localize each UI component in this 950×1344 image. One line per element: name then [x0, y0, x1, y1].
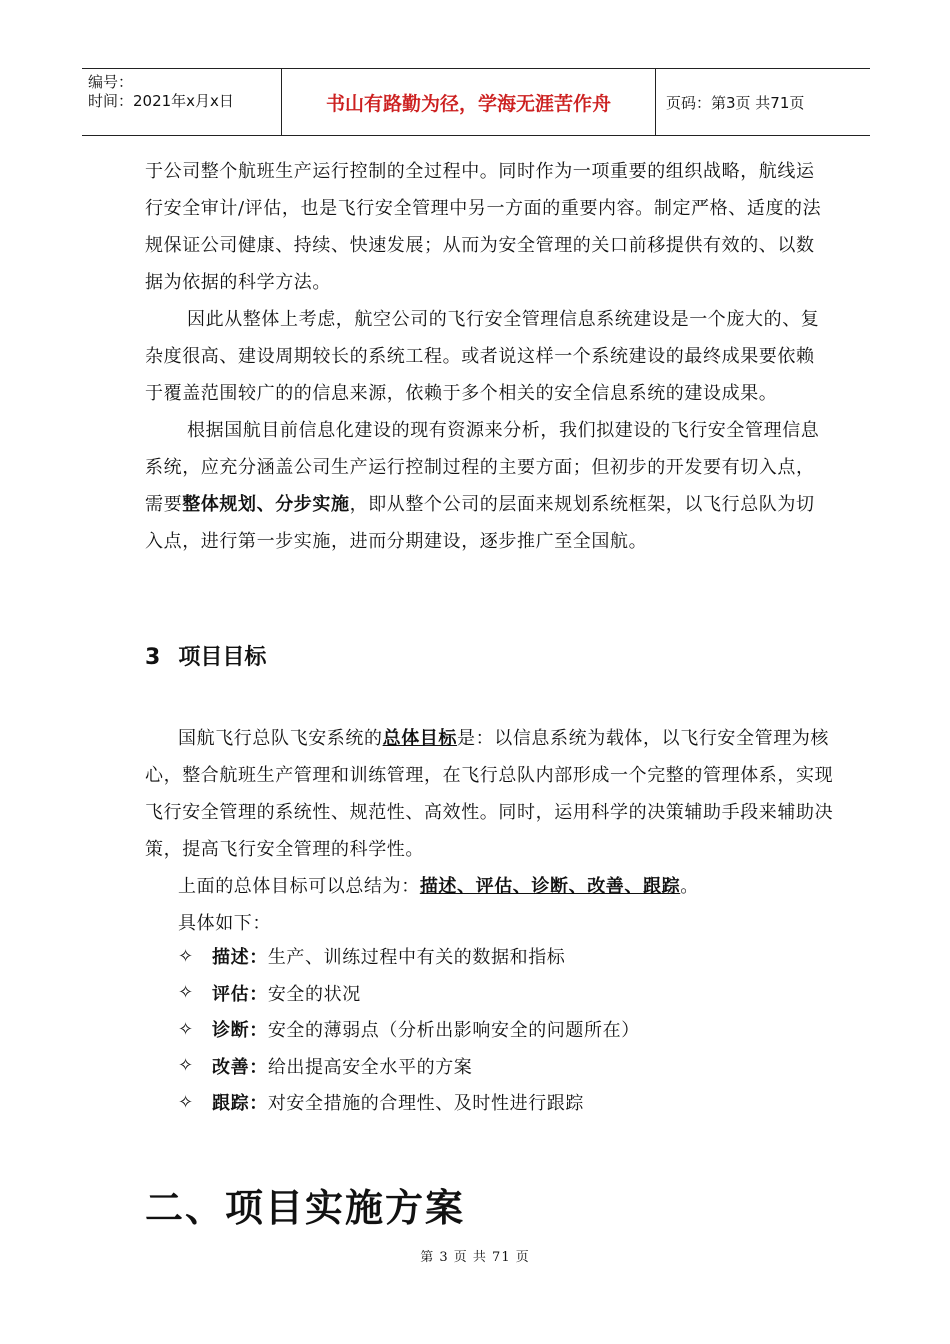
summary-pre: 上面的总体目标可以总结为： — [178, 876, 420, 897]
paragraph-2: 因此从整体上考虑，航空公司的飞行安全管理信息系统建设是一个庞大的、复杂度很高、建设周期较长的系统工程。或者说这样一个系统建设的最终成果要依赖于覆盖范围较广的的信息来源，依赖于多个相关的安全信息系统的建设成果。 — [145, 309, 820, 404]
page-footer: 第 3 页 共 71 页 — [420, 1250, 530, 1265]
list-item-colon: ： — [249, 1093, 268, 1115]
paragraph-3 — [145, 412, 825, 560]
body-text-top — [145, 153, 825, 560]
section-number: 3 — [145, 645, 161, 670]
list-item — [178, 975, 640, 1012]
list-item — [178, 1084, 640, 1121]
list-item-colon: ： — [249, 1020, 268, 1042]
section-heading — [145, 640, 266, 671]
list-item-colon: ： — [249, 947, 268, 969]
diamond-bullet-icon: ✧ — [178, 982, 194, 1004]
number-label: 编号： — [88, 73, 134, 91]
list-item-term: 跟踪 — [212, 1093, 250, 1115]
header-motto: 书山有路勤为径，学海无涯苦作舟 — [282, 69, 656, 135]
summary-terms: 描述、评估、诊断、改善、跟踪 — [419, 876, 681, 897]
paragraph-3-pre: 根据国航目前信息化建设的现有资源来分析，我们拟建设的飞行安全管理信息系统，应充分涵盖公司生产运行控制过程的主要方面；但初步的开发要有切入点，需要 — [145, 420, 820, 515]
list-item-desc: 安全的薄弱点（分析出影响安全的问题所在） — [267, 1020, 640, 1042]
goal-block — [145, 720, 835, 942]
diamond-bullet-icon: ✧ — [178, 945, 194, 967]
header-page-info: 页码：第3页 共71页 — [666, 93, 805, 112]
section-title: 项目目标 — [178, 645, 267, 670]
goal-list — [178, 938, 640, 1121]
paragraph-1: 于公司整个航班生产运行控制的全过程中。同时作为一项重要的组织战略，航线运行安全审计/评估，也是飞行安全管理中另一方面的重要内容。制定严格、适度的法规保证公司健康、持续、快速发展；从而为安全管理的关口前移提供有效的、以数据为依据的科学方法。 — [145, 161, 822, 293]
time-label: 时间：2021年x月x日 — [88, 92, 234, 110]
diamond-bullet-icon: ✧ — [178, 1055, 194, 1077]
detail-intro: 具体如下： — [178, 913, 271, 934]
summary-line — [145, 868, 835, 905]
paragraph-3-bold: 整体规划、分步实施 — [182, 494, 350, 515]
list-item-desc: 生产、训练过程中有关的数据和指标 — [267, 947, 566, 969]
goal-post: 是：以信息系统为载体，以飞行安全管理为核心，整合航班生产管理和训练管理，在飞行总队内部形成一个完整的管理体系，实现飞行安全管理的系统性、规范性、高效性。同时，运用科学的决策辅助手段来辅助决策，提高飞行安全管理的科学性。 — [145, 728, 834, 860]
list-item-term: 描述 — [212, 947, 250, 969]
list-item — [178, 1048, 640, 1085]
page-header — [82, 68, 870, 136]
list-item-term: 改善 — [212, 1056, 250, 1078]
diamond-bullet-icon: ✧ — [178, 1018, 194, 1040]
diamond-bullet-icon: ✧ — [178, 1091, 194, 1113]
list-item-desc: 对安全措施的合理性、及时性进行跟踪 — [267, 1093, 585, 1115]
list-item-colon: ： — [249, 1056, 268, 1078]
summary-post: 。 — [680, 876, 699, 897]
goal-paragraph — [145, 720, 835, 868]
list-item-desc: 安全的状况 — [267, 983, 361, 1005]
list-item — [178, 1011, 640, 1048]
list-item-term: 诊断 — [212, 1020, 250, 1042]
paragraph-3-post: ，即从整个公司的层面来规划系统框架，以飞行总队为切入点，进行第一步实施，进而分期建设，逐步推广至全国航。 — [145, 494, 815, 552]
header-meta — [82, 69, 282, 135]
goal-pre: 国航飞行总队飞安系统的 — [178, 728, 383, 749]
list-item-desc: 给出提高安全水平的方案 — [267, 1056, 473, 1078]
list-item-term: 评估 — [212, 983, 250, 1005]
list-item — [178, 938, 640, 975]
goal-term: 总体目标 — [382, 728, 458, 749]
list-item-colon: ： — [249, 983, 268, 1005]
chapter-heading: 二、项目实施方案 — [145, 1185, 466, 1230]
